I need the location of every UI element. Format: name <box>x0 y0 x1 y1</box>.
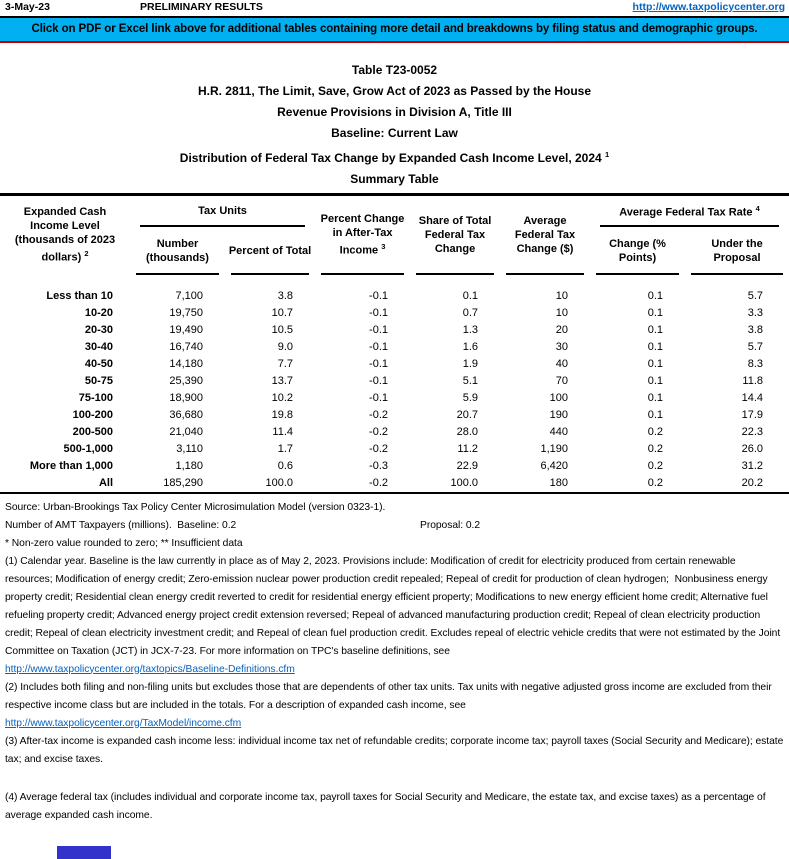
pct-total-cell: 1.7 <box>277 442 294 455</box>
amt-baseline-label: Number of AMT Taxpayers (millions). Baseline: 0.2 <box>5 519 237 531</box>
col-header-pct-change-after-tax: Percent Change in After-Tax Income $^3$ <box>315 195 410 275</box>
header-row-groups <box>0 195 789 227</box>
pct-total-cell: 7.7 <box>277 357 294 370</box>
rate-change-cell: 0.2 <box>647 476 664 489</box>
share-cell: 11.2 <box>457 442 479 455</box>
summary-table-label: Summary Table <box>350 172 439 186</box>
avg-change-cell: 1,190 <box>540 442 569 455</box>
number-cell: 19,750 <box>169 306 203 319</box>
number-cell: 3,110 <box>176 442 203 455</box>
share-cell: 0.7 <box>462 306 479 319</box>
footnote-ref-1: 1 <box>605 150 610 159</box>
summary-table <box>0 193 789 494</box>
baseline-line: Baseline: Current Law <box>331 126 458 140</box>
income-level-cell: 10-20 <box>84 306 113 319</box>
preliminary-results-label: PRELIMINARY RESULTS <box>140 1 263 13</box>
col-header-rate-under-proposal: Under the Proposal <box>685 227 789 275</box>
pct-total-cell: 3.8 <box>277 289 294 302</box>
rate-proposal-cell: 26.0 <box>741 442 764 455</box>
rate-change-cell: 0.1 <box>647 374 664 387</box>
pct-change-cell: -0.1 <box>369 357 389 370</box>
rate-change-cell: 0.1 <box>647 408 664 421</box>
income-level-cell: 30-40 <box>84 340 113 353</box>
table-row <box>0 288 789 305</box>
rate-change-cell: 0.1 <box>647 306 664 319</box>
taxpolicycenter-link[interactable]: http://www.taxpolicycenter.org <box>632 1 785 13</box>
rate-proposal-cell: 20.2 <box>741 476 764 489</box>
rate-proposal-cell: 5.7 <box>747 289 764 302</box>
pct-change-cell: -0.3 <box>369 459 389 472</box>
table-number: Table T23-0052 <box>351 63 438 77</box>
table-row <box>0 458 789 475</box>
pct-total-cell: 9.0 <box>277 340 294 353</box>
rate-change-cell: 0.1 <box>647 289 664 302</box>
rate-proposal-cell: 3.3 <box>747 306 764 319</box>
rate-proposal-cell: 31.2 <box>741 459 764 472</box>
number-cell: 16,740 <box>169 340 203 353</box>
col-header-avg-tax-change: Average Federal Tax Change ($) <box>500 195 590 275</box>
pct-total-cell: 10.5 <box>271 323 294 336</box>
avg-change-cell: 20 <box>555 323 569 336</box>
avg-change-cell: 40 <box>555 357 569 370</box>
share-cell: 1.3 <box>462 323 479 336</box>
table-row <box>0 322 789 339</box>
number-cell: 1,180 <box>175 459 203 472</box>
income-level-cell: 50-75 <box>84 374 113 387</box>
pct-change-cell: -0.1 <box>369 306 389 319</box>
income-level-cell: 40-50 <box>84 357 113 370</box>
avg-change-cell: 440 <box>549 425 569 438</box>
avg-change-cell: 6,420 <box>540 459 569 472</box>
table-row-total <box>0 475 789 493</box>
pct-total-cell: 13.7 <box>271 374 294 387</box>
footnote-1: (1) Calendar year. Baseline is the law currently in place as of May 2, 2023. Provisions include: Modification of credit for electricity produced from certain renewable resources; Modification of energy credit; Zero-emission nuclear power production credit repealed; Repeal of credit for production of clean hydrogen; Nonbusiness energy property credit; Residential clean energy credit reverted to credit for residential energy efficient property; Modifications to new energy efficient home credit; Alternative fuel refueling property credit; Advanced energy project credit extension reversed; Repeal of advanced manufacturing production credit; Repeal of clean electricity production credit; Repeal of clean electricity investment credit; and Repeal of clean fuel production credit. Excludes repeal of electric vehicle credits that were not estimated by the Joint Committee on Taxation (JCT) in JCX-7-23. For more information on TPC's baseline definitions, see <box>5 555 783 657</box>
pct-change-cell: -0.1 <box>369 289 389 302</box>
avg-change-cell: 180 <box>549 476 569 489</box>
footnote-2: (2) Includes both filing and non-filing units but excludes those that are dependents of other tax units. Tax units with negative adjusted gross income are excluded from their respective income class but are included in the totals. For a description of expanded cash income, see <box>5 681 775 711</box>
rate-change-cell: 0.1 <box>647 357 664 370</box>
provisions-line: Revenue Provisions in Division A, Title III <box>277 105 512 119</box>
rate-proposal-cell: 3.8 <box>747 323 764 336</box>
pct-change-cell: -0.1 <box>369 323 389 336</box>
table-row <box>0 424 789 441</box>
income-level-cell: More than 1,000 <box>29 459 113 472</box>
rate-change-cell: 0.1 <box>647 391 664 404</box>
income-level-cell: All <box>98 476 113 489</box>
rate-proposal-cell: 17.9 <box>741 408 764 421</box>
number-cell: 36,680 <box>169 408 203 421</box>
share-cell: 20.7 <box>456 408 479 421</box>
pct-change-cell: -0.1 <box>369 374 389 387</box>
bill-title: H.R. 2811, The Limit, Save, Grow Act of 2023 as Passed by the House <box>197 84 592 98</box>
share-cell: 5.1 <box>462 374 479 387</box>
number-cell: 14,180 <box>169 357 203 370</box>
number-cell: 7,100 <box>175 289 203 302</box>
rate-change-cell: 0.2 <box>647 425 664 438</box>
number-cell: 25,390 <box>169 374 203 387</box>
income-level-cell: 100-200 <box>72 408 113 421</box>
footnote-ref-3: 3 <box>381 242 386 252</box>
footnotes-section <box>0 494 789 825</box>
avg-change-cell: 30 <box>555 340 569 353</box>
col-header-income-level: Expanded Cash Income Level (thousands of 2023 dollars) $^2$ <box>14 206 116 265</box>
table-row <box>0 390 789 407</box>
col-header-rate-change-points: Change (% Points) <box>590 227 685 275</box>
rate-change-cell: 0.1 <box>647 340 664 353</box>
table-row <box>0 339 789 356</box>
rate-proposal-cell: 22.3 <box>741 425 764 438</box>
table-row <box>0 356 789 373</box>
pct-change-cell: -0.2 <box>369 425 389 438</box>
distribution-line: Distribution of Federal Tax Change by Expanded Cash Income Level, 2024 $^1$ <box>179 150 610 165</box>
rate-proposal-cell: 5.7 <box>747 340 764 353</box>
title-block <box>0 60 789 190</box>
blue-box-fragment <box>57 846 111 859</box>
rate-change-cell: 0.2 <box>647 442 664 455</box>
table-row <box>0 407 789 424</box>
top-header <box>0 0 789 16</box>
share-cell: 5.9 <box>462 391 479 404</box>
avg-change-cell: 190 <box>549 408 569 421</box>
pct-change-cell: -0.1 <box>369 391 389 404</box>
number-cell: 19,490 <box>169 323 203 336</box>
avg-change-cell: 100 <box>549 391 569 404</box>
pct-total-cell: 0.6 <box>277 459 294 472</box>
rate-proposal-cell: 14.4 <box>741 391 764 404</box>
income-level-cell: Less than 10 <box>46 289 113 302</box>
amt-proposal-label: Proposal: 0.2 <box>420 519 481 531</box>
pct-total-cell: 100.0 <box>265 476 294 489</box>
col-group-tax-units: Tax Units <box>130 195 315 227</box>
footnote-ref-4: 4 <box>755 204 760 214</box>
table-row <box>0 373 789 390</box>
share-cell: 0.1 <box>462 289 479 302</box>
rounding-note: * Non-zero value rounded to zero; ** Insufficient data <box>5 537 243 549</box>
col-group-avg-federal-tax-rate: Average Federal Tax Rate $^4$ <box>590 195 789 227</box>
income-level-cell: 500-1,000 <box>63 442 113 455</box>
table-row <box>0 441 789 458</box>
share-cell: 22.9 <box>456 459 479 472</box>
avg-change-cell: 10 <box>555 289 569 302</box>
share-cell: 28.0 <box>456 425 479 438</box>
footnote-4: (4) Average federal tax (includes individual and corporate income tax, payroll taxes for Social Security and Medicare, the estate tax, and excise taxes) as a percentage of average expanded cash income. <box>5 791 769 821</box>
info-banner: Click on PDF or Excel link above for additional tables containing more detail and breakdowns by filing status and demographic groups. <box>0 18 789 43</box>
share-cell: 1.6 <box>462 340 479 353</box>
income-level-cell: 75-100 <box>78 391 113 404</box>
rate-proposal-cell: 8.3 <box>747 357 764 370</box>
col-header-percent-of-total: Percent of Total <box>225 227 315 275</box>
number-cell: 18,900 <box>169 391 203 404</box>
number-cell: 185,290 <box>163 476 203 489</box>
pct-total-cell: 10.2 <box>271 391 294 404</box>
pct-change-cell: -0.2 <box>369 476 389 489</box>
spacer-row <box>0 275 789 288</box>
number-cell: 21,040 <box>169 425 203 438</box>
table-row <box>0 305 789 322</box>
footnote-3: (3) After-tax income is expanded cash income less: individual income tax net of refundable credits; corporate income tax; payroll taxes (Social Security and Medicare); estate tax; and excise taxes. <box>5 735 787 765</box>
rate-change-cell: 0.2 <box>647 459 664 472</box>
source-note: Source: Urban-Brookings Tax Policy Center Microsimulation Model (version 0323-1). <box>5 501 386 513</box>
pct-change-cell: -0.2 <box>369 408 389 421</box>
col-header-number-thousands: Number (thousands) <box>130 227 225 275</box>
income-level-cell: 20-30 <box>84 323 113 336</box>
avg-change-cell: 70 <box>555 374 569 387</box>
pct-total-cell: 19.8 <box>271 408 294 421</box>
pct-change-cell: -0.2 <box>369 442 389 455</box>
avg-change-cell: 10 <box>555 306 569 319</box>
pct-change-cell: -0.1 <box>369 340 389 353</box>
rate-proposal-cell: 11.8 <box>742 374 764 387</box>
rate-change-cell: 0.1 <box>647 323 664 336</box>
amt-taxpayers-note <box>5 517 785 535</box>
pct-total-cell: 10.7 <box>271 306 294 319</box>
pct-total-cell: 11.4 <box>272 425 294 438</box>
share-cell: 1.9 <box>462 357 479 370</box>
income-level-cell: 200-500 <box>72 425 113 438</box>
date-label: 3-May-23 <box>5 1 50 13</box>
col-header-share-of-total: Share of Total Federal Tax Change <box>410 195 500 275</box>
footnote-ref-2: 2 <box>84 249 89 259</box>
share-cell: 100.0 <box>450 476 479 489</box>
income-definition-link[interactable]: http://www.taxpolicycenter.org/TaxModel/income.cfm <box>5 717 242 729</box>
baseline-definitions-link[interactable]: http://www.taxpolicycenter.org/taxtopics/Baseline-Definitions.cfm <box>5 663 295 675</box>
